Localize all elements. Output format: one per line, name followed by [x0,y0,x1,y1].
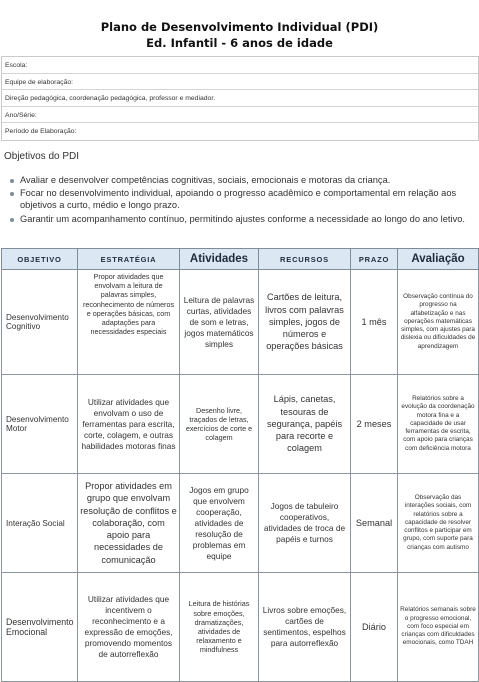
cell-estrategia: Propor atividades que envolvam a leitura de palavras simples, reconhecimento de números e operações básicas, com adaptações para necessidades especiais [78,270,180,375]
cell-avaliacao: Observação contínua do progresso na alfabetização e nas operações matemáticas simples, com ajustes para dislexia ou dificuldades de aprendizagem [398,270,479,375]
field-direcao: Direção pedagógica, coordenação pedagógica, professor e mediador. [2,90,478,107]
field-ano-serie: Ano/Série: [2,107,478,124]
cell-estrategia: Utilizar atividades que incentivem o reconhecimento e a expressão de emoções, promovendo momentos de autorreflexão [78,573,180,682]
cell-prazo: 2 meses [351,375,398,474]
table-row [2,573,479,682]
cell-recursos: Jogos de tabuleiro cooperativos, atividades de troca de papéis e turnos [259,474,351,573]
bullet-icon [10,218,14,222]
cell-avaliacao: Relatórios semanais sobre o progresso emocional, com foco especial em crianças com dificuldades emocionais, como TDAH [398,573,479,682]
cell-recursos: Livros sobre emoções, cartões de sentimentos, espelhos para autorreflexão [259,573,351,682]
cell-atividades: Leitura de palavras curtas, atividades de som e letras, jogos matemáticos simples [180,270,259,375]
objectives-list [8,174,476,226]
objective-text: Garantir um acompanhamento contínuo, permitindo ajustes conforme a necessidade ao longo do ano letivo. [20,213,465,224]
cell-atividades: Leitura de histórias sobre emoções, dramatizações, atividades de relaxamento e mindfulness [180,573,259,682]
objectives-heading: Objetivos do PDI [4,151,80,162]
cell-estrategia: Propor atividades em grupo que envolvam resolução de conflitos e colaboração, com apoio para necessidades de comunicação [78,474,180,573]
cell-recursos: Lápis, canetas, tesouras de segurança, papéis para recorte e colagem [259,375,351,474]
cell-objetivo: Interação Social [2,474,78,573]
objective-text: Focar no desenvolvimento individual, apoiando o progresso acadêmico e comportamental em relação aos objetivos a curto, médio e longo prazo. [20,188,457,211]
cell-recursos: Cartões de leitura, livros com palavras simples, jogos de números e operações básicas [259,270,351,375]
header-recursos: RECURSOS [259,249,351,270]
cell-prazo: Semanal [351,474,398,573]
bullet-icon [10,179,14,183]
field-escola: Escola: [2,57,478,74]
header-prazo: PRAZO [351,249,398,270]
objective-item [8,213,476,225]
page-subtitle: Ed. Infantil - 6 anos de idade [146,36,333,50]
field-equipe: Equipe de elaboração: [2,74,478,91]
table-row [2,474,479,573]
cell-atividades: Jogos em grupo que envolvem cooperação, atividades de resolução de problemas em equipe [180,474,259,573]
cell-prazo: Diário [351,573,398,682]
header-atividades: Atividades [180,249,259,270]
field-periodo: Período de Elaboração: [5,128,77,136]
cell-atividades: Desenho livre, traçados de letras, exercícios de corte e colagem [180,375,259,474]
bullet-icon [10,192,14,196]
info-form [1,56,479,141]
table-header-row [2,249,479,270]
table-row [2,270,479,375]
cell-objetivo: Desenvolvimento Motor [2,375,78,474]
cell-prazo: 1 mês [351,270,398,375]
objective-item [8,187,476,211]
cell-estrategia: Utilizar atividades que envolvam o uso de ferramentas para escrita, corte, colagem, e outras habilidades motoras finas [78,375,180,474]
header-estrategia: ESTRATÉGIA [78,249,180,270]
cell-avaliacao: Relatórios sobre a evolução da coordenação motora fina e a capacidade de usar ferramentas de escrita, com apoio para crianças com deficiência motora [398,375,479,474]
cell-objetivo: Desenvolvimento Cognitivo [2,270,78,375]
cell-objetivo: Desenvolvimento Emocional [2,573,78,682]
objective-text: Avaliar e desenvolver competências cognitivas, sociais, emocionais e motoras da criança. [20,175,391,185]
header-objetivo: OBJETIVO [2,249,78,270]
cell-avaliacao: Observação das interações sociais, com relatórios sobre a capacidade de resolver conflitos e participar em grupo, com suporte para crianças com autismo [398,474,479,573]
table-row [2,375,479,474]
objective-item [8,174,476,186]
header-avaliacao: Avaliação [398,249,479,270]
page-title: Plano de Desenvolvimento Individual (PDI) [100,20,379,34]
pdi-table [1,248,479,682]
